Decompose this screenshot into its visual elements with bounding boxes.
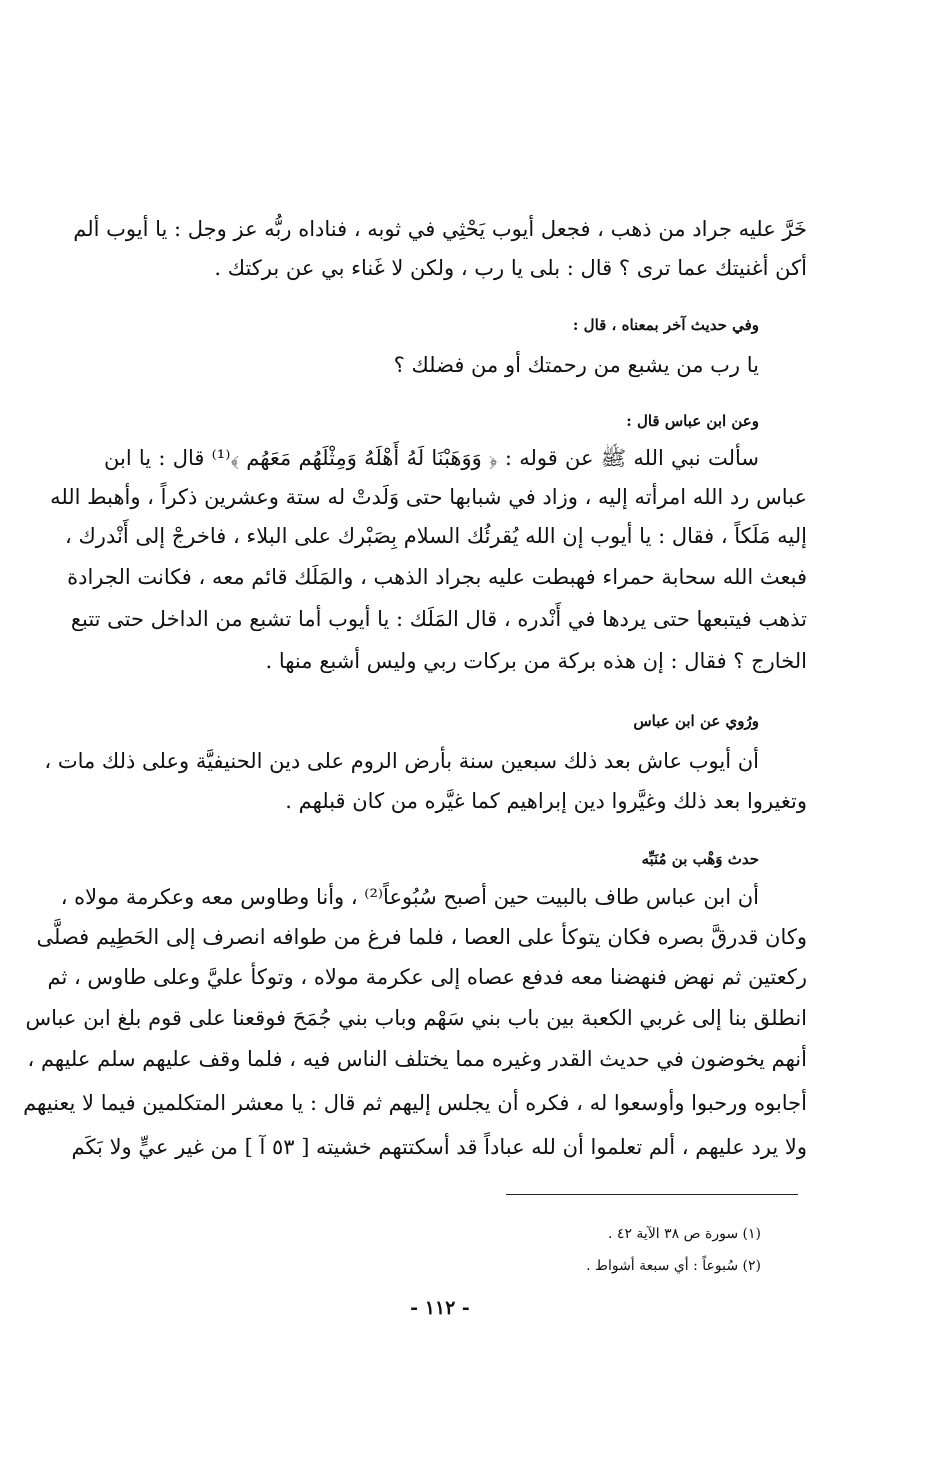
section-heading: ورُوي عن ابن عباس <box>633 712 759 730</box>
section-heading: حدث وَهْب بن مُنَبِّه <box>641 850 759 868</box>
text-line: أنهم يخوضون في حديث القدر وغيره مما يختلف الناس فيه ، فلما وقف عليهم سلم عليهم ، <box>27 1047 807 1071</box>
text-line: تذهب فيتبعها حتى يردها في أَنْدره ، قال المَلَك : يا أيوب أما تشبع من الداخل حتى تتبع <box>70 607 807 631</box>
section-heading: وفي حديث آخر بمعناه ، قال : <box>572 316 759 334</box>
text-line: أجابوه ورحبوا وأوسعوا له ، فكره أن يجلس إليهم ثم قال : يا معشر المتكلمين فيما لا يعنيهم <box>23 1091 807 1115</box>
text-line: ولا يرد عليهم ، ألم تعلموا أن لله عباداً قد أسكتتهم خشيته [ ٥٣ آ ] من غير عيٍّ ولا بَكَم <box>71 1135 807 1159</box>
text-line: أن ابن عباس طاف بالبيت حين أصبح سُبُوعاً⁽²⁾ ، وأنا وطاوس معه وعكرمة مولاه ، <box>60 885 759 909</box>
text-line: سألت نبي الله ﷺ عن قوله : ﴿ وَوَهَبْنَا لَهُ أَهْلَهُ وَمِثْلَهُم مَعَهُم ﴾⁽¹⁾ قال : يا ابن <box>104 446 759 470</box>
text-line: أكن أغنيتك عما ترى ؟ قال : بلى يا رب ، ولكن لا غَناء بي عن بركتك . <box>214 256 807 280</box>
text-line: انطلق بنا إلى غربي الكعبة بين باب بني سَهْم وباب بني جُمَحَ فوقعنا على قوم بلغ ابن عباس <box>25 1006 807 1030</box>
text-line: عباس رد الله امرأته إليه ، وزاد في شبابها حتى وَلَدتْ له ستة وعشرين ذكراً ، وأهبط الله <box>50 485 807 509</box>
text-line: إليه مَلَكاً ، فقال : يا أيوب إن الله يُقرئُك السلام بِصَبْرك على البلاء ، فاخرجْ إلى أَنْدرك ، <box>65 524 807 548</box>
text-line: وتغيروا بعد ذلك وغيَّروا دين إبراهيم كما غيَّره من كان قبلهم . <box>285 789 807 813</box>
footnote: (١) سورة ص ٣٨ الآية ٤٢ . <box>608 1226 761 1242</box>
text-line: أن أيوب عاش بعد ذلك سبعين سنة بأرض الروم على دين الحنيفيَّة وعلى ذلك مات ، <box>44 749 759 773</box>
page-number: - ١١٢ - <box>410 1297 470 1319</box>
text-line: خَرَّ عليه جراد من ذهب ، فجعل أيوب يَحْثِي في ثوبه ، فناداه ربُّه عز وجل : يا أيوب ألم <box>73 217 807 241</box>
text-line: وكان قدرقَّ بصره فكان يتوكأ على العصا ، فلما فرغ من طوافه انصرف إلى الحَطِيم فصلَّى <box>36 925 807 949</box>
text-line: فبعث الله سحابة حمراء فهبطت عليه بجراد الذهب ، والمَلَك قائم معه ، فكانت الجرادة <box>67 565 807 589</box>
footnote-separator <box>506 1194 798 1195</box>
section-heading: وعن ابن عباس قال : <box>626 412 759 430</box>
text-line: الخارج ؟ فقال : إن هذه بركة من بركات ربي وليس أشبع منها . <box>265 649 807 673</box>
footnote: (٢) سُبوعاً : أي سبعة أشواط . <box>586 1258 761 1274</box>
text-line: يا رب من يشبع من رحمتك أو من فضلك ؟ <box>393 353 759 377</box>
text-line: ركعتين ثم نهض فنهضنا معه فدفع عصاه إلى عكرمة مولاه ، وتوكأ عليَّ وعلى طاوس ، ثم <box>47 965 807 989</box>
